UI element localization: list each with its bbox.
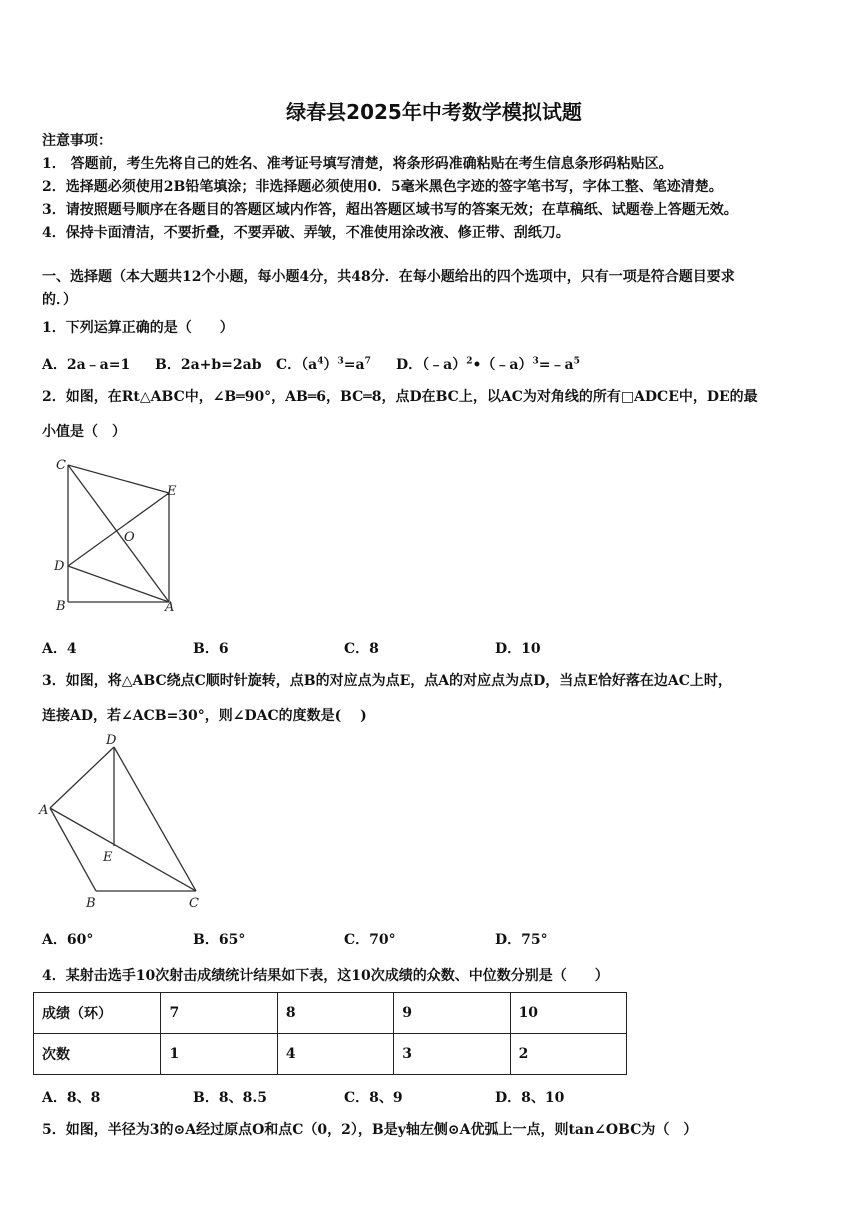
q3-option-a: A．60° xyxy=(42,932,94,948)
notice-item-2: 2．选择题必须使用2B铅笔填涂；非选择题必须使用0．5毫米黑色字迹的签字笔书写，字体工整、笔迹清楚。 xyxy=(42,179,723,195)
q2-line-ca xyxy=(68,465,169,602)
q4-score-table xyxy=(33,992,627,1075)
q3-line-da xyxy=(50,747,114,808)
q2-figure xyxy=(50,452,190,617)
table-cell: 8 xyxy=(277,993,393,1034)
q4-stem: 4．某射击选手10次射击成绩统计结果如下表，这10次成绩的众数、中位数分别是（ ） xyxy=(42,968,609,984)
q2-option-a: A．4 xyxy=(42,641,77,657)
q2-option-c: C．8 xyxy=(344,641,379,657)
table-cell: 1 xyxy=(161,1034,277,1075)
table-cell: 3 xyxy=(394,1034,510,1075)
notice-item-4: 4．保持卡面清洁，不要折叠，不要弄破、弄皱，不准使用涂改液、修正带、刮纸刀。 xyxy=(42,225,570,241)
q1-option-a: A．2a﹣a=1 xyxy=(42,357,131,373)
q1-stem: 1．下列运算正确的是（ ） xyxy=(42,320,234,336)
q2-option-b: B．6 xyxy=(193,641,229,657)
q3-label-d: D xyxy=(106,733,117,748)
q2-label-d: D xyxy=(54,559,65,574)
notice-item-3: 3．请按照题号顺序在各题目的答题区域内作答，超出答题区域书写的答案无效；在草稿纸、试题卷上答题无效。 xyxy=(42,202,738,218)
q2-label-e: E xyxy=(167,484,177,499)
q3-line-dc xyxy=(114,747,196,891)
q3-label-b: B xyxy=(86,896,96,911)
q2-option-d: D．10 xyxy=(495,641,541,657)
q2-stem-line1: 2．如图，在Rt△ABC中，∠B═90°，AB═6，BC═8，点D在BC上，以AC为对角线的所有□ADCE中，DE的最 xyxy=(42,389,758,405)
table-cell: 7 xyxy=(161,993,277,1034)
table-row xyxy=(34,993,627,1034)
page-title: 绿春县2025年中考数学模拟试题 xyxy=(286,100,582,124)
q1-option-c: C．$(a^4)^3=a^7$ xyxy=(276,356,371,373)
table-header-cell: 次数 xyxy=(34,1034,161,1075)
q2-line-ce xyxy=(68,465,169,493)
q3-label-c: C xyxy=(189,896,199,911)
q3-option-b: B．65° xyxy=(193,932,246,948)
q4-option-d: D．8、10 xyxy=(495,1090,565,1106)
q2-stem-line2: 小值是（ ） xyxy=(42,424,126,440)
section-heading-line2: 的．） xyxy=(42,292,77,308)
q2-label-b: B xyxy=(56,599,66,614)
q4-option-c: C．8、9 xyxy=(344,1090,403,1106)
table-cell: 10 xyxy=(510,993,626,1034)
table-row xyxy=(34,1034,627,1075)
q3-stem-line1: 3．如图，将△ABC绕点C顺时针旋转，点B的对应点为点E，点A的对应点为点D，当点E恰好落在边AC上时， xyxy=(42,673,732,689)
section-heading-line1: 一、选择题（本大题共12个小题，每小题4分，共48分．在每小题给出的四个选项中，只有一项是符合题目要求 xyxy=(42,269,735,285)
q1-option-b: B．2a+b=2ab xyxy=(155,357,262,373)
q2-label-o: O xyxy=(124,530,135,545)
q2-label-c: C xyxy=(56,458,66,473)
table-cell: 4 xyxy=(277,1034,393,1075)
q3-line-ac xyxy=(50,808,196,891)
q2-line-de xyxy=(68,493,169,566)
q1-option-d: D．$(﹣a)^2•(﹣a)^3=﹣a^5$ xyxy=(396,356,580,373)
notice-heading: 注意事项： xyxy=(42,133,112,149)
q2-line-da xyxy=(68,566,169,602)
q3-option-c: C．70° xyxy=(344,932,396,948)
table-cell: 2 xyxy=(510,1034,626,1075)
q4-option-b: B．8、8.5 xyxy=(193,1090,267,1106)
q4-option-a: A．8、8 xyxy=(42,1090,101,1106)
table-cell: 9 xyxy=(394,993,510,1034)
q3-option-d: D．75° xyxy=(495,932,548,948)
q3-figure xyxy=(36,728,216,913)
notice-item-1: 1． 答题前，考生先将自己的姓名、准考证号填写清楚，将条形码准确粘贴在考生信息条形码粘贴区。 xyxy=(42,156,673,172)
table-header-cell: 成绩（环） xyxy=(34,993,161,1034)
q2-label-a: A xyxy=(165,600,175,615)
q3-label-a: A xyxy=(39,803,49,818)
q5-stem: 5．如图，半径为3的⊙A经过原点O和点C（0，2），B是y轴左侧⊙A优弧上一点，则tan∠OBC为（ ） xyxy=(42,1122,698,1138)
q3-label-e: E xyxy=(103,850,113,865)
q3-stem-line2: 连接AD，若∠ACB=30°，则∠DAC的度数是( ) xyxy=(42,708,367,724)
